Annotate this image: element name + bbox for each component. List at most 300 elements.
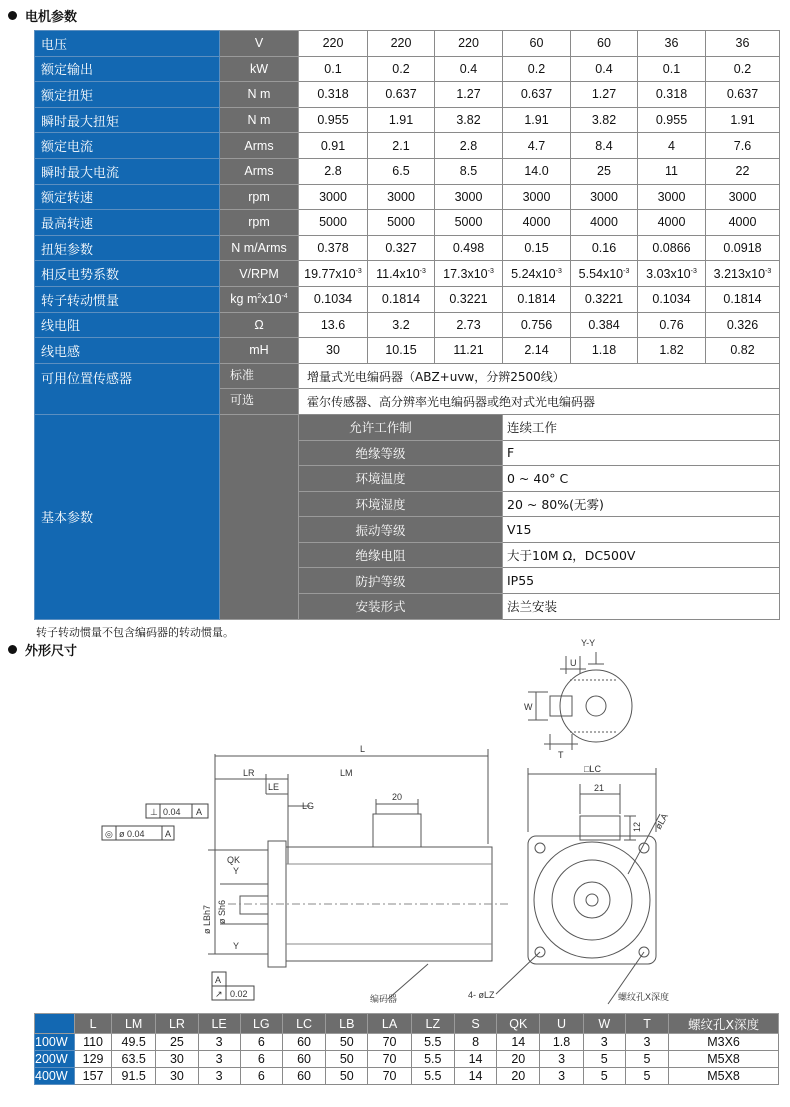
spec-value: 220 bbox=[458, 36, 479, 51]
dims-cell: 20 bbox=[497, 1051, 540, 1068]
spec-cell bbox=[638, 312, 706, 338]
bullet-icon bbox=[8, 645, 17, 654]
spec-cell bbox=[435, 184, 503, 210]
spec-value: 4.7 bbox=[527, 138, 546, 153]
drawing-conc-ref: A bbox=[165, 829, 172, 839]
drawing-perp-value: 0.04 bbox=[163, 807, 181, 817]
basic-value: 0 ~ 40° C bbox=[503, 466, 780, 492]
spec-cell bbox=[706, 286, 780, 312]
dims-cell: 5 bbox=[583, 1068, 625, 1085]
dims-header: LC bbox=[282, 1014, 325, 1034]
spec-value: 0.0918 bbox=[723, 241, 762, 256]
dims-cell: 5.5 bbox=[411, 1034, 454, 1051]
spec-value: 0.498 bbox=[452, 241, 485, 256]
spec-row-unit bbox=[220, 184, 299, 210]
dims-cell: 6 bbox=[240, 1051, 282, 1068]
spec-cell bbox=[571, 235, 638, 261]
spec-row bbox=[35, 82, 780, 108]
spec-value: 0.2 bbox=[527, 61, 546, 76]
dims-cell: 8 bbox=[454, 1034, 496, 1051]
spec-cell bbox=[571, 82, 638, 108]
spec-row bbox=[35, 286, 780, 312]
spec-value: 2.73 bbox=[456, 317, 481, 332]
spec-cell bbox=[299, 133, 368, 159]
dims-header: LB bbox=[326, 1014, 368, 1034]
spec-value: 4 bbox=[668, 138, 675, 153]
spec-value: 3000 bbox=[590, 189, 618, 204]
spec-cell bbox=[706, 56, 780, 82]
dims-cell: 3 bbox=[583, 1034, 625, 1051]
dims-cell: 3 bbox=[198, 1068, 240, 1085]
unit-text: rpm bbox=[248, 215, 270, 230]
dims-cell: 157 bbox=[75, 1068, 112, 1085]
spec-value: 4000 bbox=[522, 215, 551, 230]
spec-exponent: -3 bbox=[765, 267, 772, 275]
spec-value: 0.1034 bbox=[313, 292, 353, 307]
spec-cell bbox=[638, 56, 706, 82]
spec-value: 0.3221 bbox=[449, 292, 488, 307]
spec-cell bbox=[299, 31, 368, 57]
spec-value: 5.54x10 bbox=[578, 266, 624, 281]
dims-cell: 5.5 bbox=[411, 1051, 454, 1068]
drawing-label-lg: LG bbox=[302, 801, 315, 811]
spec-cell bbox=[299, 82, 368, 108]
spec-cell bbox=[571, 286, 638, 312]
spec-cell bbox=[368, 312, 435, 338]
spec-cell bbox=[368, 286, 435, 312]
spec-value: 3.82 bbox=[591, 113, 617, 128]
spec-exponent: -3 bbox=[419, 267, 426, 275]
unit-text: N m/Arms bbox=[231, 241, 287, 256]
spec-cell bbox=[503, 286, 571, 312]
spec-cell bbox=[638, 235, 706, 261]
spec-value: 0.327 bbox=[385, 241, 417, 256]
spec-cell bbox=[571, 158, 638, 184]
drawing-perp-ref: A bbox=[196, 807, 203, 817]
spec-cell bbox=[368, 338, 435, 364]
spec-value: 0.637 bbox=[385, 87, 417, 102]
spec-value: 2.14 bbox=[524, 343, 549, 358]
dims-cell: 5 bbox=[583, 1051, 625, 1068]
spec-cell bbox=[368, 31, 435, 57]
spec-value: 5.24x10 bbox=[511, 266, 556, 281]
runout-icon: ↗ bbox=[215, 989, 223, 999]
dims-model: 100W bbox=[35, 1034, 75, 1051]
section-motor-params bbox=[8, 6, 77, 25]
spec-cell bbox=[299, 338, 368, 364]
spec-cell bbox=[299, 286, 368, 312]
spec-value: 0.2 bbox=[392, 61, 410, 76]
spec-value: 0.1034 bbox=[652, 292, 691, 307]
spec-value: 8.4 bbox=[595, 138, 613, 153]
spec-cell bbox=[503, 210, 571, 236]
spec-row-unit bbox=[220, 261, 299, 287]
basic-key: 环境湿度 bbox=[299, 491, 503, 517]
spec-value: 36 bbox=[735, 36, 750, 51]
spec-value: 2.8 bbox=[459, 138, 478, 153]
section-title: 电机参数 bbox=[25, 10, 78, 25]
basic-key: 绝缘等级 bbox=[299, 440, 503, 466]
spec-cell bbox=[435, 56, 503, 82]
spec-row-label: 转子转动惯量 bbox=[35, 286, 220, 312]
dims-row bbox=[35, 1068, 779, 1085]
spec-value: 4000 bbox=[657, 215, 686, 230]
spec-value: 0.326 bbox=[726, 317, 759, 332]
spec-cell bbox=[435, 338, 503, 364]
dims-header: LZ bbox=[411, 1014, 454, 1034]
spec-cell bbox=[706, 133, 780, 159]
drawing-label-12: 12 bbox=[632, 821, 642, 832]
spec-cell bbox=[503, 338, 571, 364]
spec-row-unit bbox=[220, 133, 299, 159]
spec-value: 0.2 bbox=[733, 61, 752, 76]
spec-value: 220 bbox=[390, 36, 412, 51]
basic-value: 大于10M Ω，DC500V bbox=[503, 542, 780, 568]
spec-cell bbox=[638, 261, 706, 287]
sensor-opt-key: 可选 bbox=[220, 389, 299, 415]
dims-header: LE bbox=[198, 1014, 240, 1034]
basic-key: 振动等级 bbox=[299, 517, 503, 543]
dims-cell: 60 bbox=[282, 1034, 325, 1051]
dims-cell: 60 bbox=[282, 1068, 325, 1085]
drawing-label-t: T bbox=[558, 750, 564, 760]
dims-header: LA bbox=[368, 1014, 411, 1034]
spec-cell bbox=[435, 261, 503, 287]
drawing-label-lr: LR bbox=[243, 768, 255, 778]
spec-value: 3000 bbox=[728, 189, 757, 204]
spec-row bbox=[35, 158, 780, 184]
drawing-label-y2: Y bbox=[233, 941, 240, 951]
dims-cell: 70 bbox=[368, 1034, 411, 1051]
spec-cell bbox=[706, 31, 780, 57]
spec-row-label: 扭矩参数 bbox=[35, 235, 220, 261]
spec-cell bbox=[368, 133, 435, 159]
spec-cell bbox=[368, 184, 435, 210]
dims-header: U bbox=[540, 1014, 583, 1034]
spec-value: 3000 bbox=[387, 189, 415, 204]
spec-value: 25 bbox=[597, 164, 611, 179]
dims-header: LG bbox=[240, 1014, 282, 1034]
drawing-label-lz: 4- øLZ bbox=[468, 990, 495, 1000]
dims-cell: 3 bbox=[198, 1051, 240, 1068]
spec-cell bbox=[435, 158, 503, 184]
spec-row-unit bbox=[220, 312, 299, 338]
dims-header: LM bbox=[112, 1014, 156, 1034]
drawing-screw: 螺纹孔X深度 bbox=[618, 992, 670, 1002]
dims-cell: 5 bbox=[625, 1068, 668, 1085]
drawing-conc-value: ø 0.04 bbox=[119, 829, 145, 839]
spec-row-label: 额定扭矩 bbox=[35, 82, 220, 108]
spec-value: 0.637 bbox=[520, 87, 553, 102]
spec-value: 3000 bbox=[454, 189, 483, 204]
basic-label: 基本参数 bbox=[35, 414, 220, 619]
spec-value: 3.03x10 bbox=[646, 266, 691, 281]
dims-header: 螺纹孔X深度 bbox=[669, 1014, 779, 1034]
bullet-icon bbox=[8, 11, 17, 20]
spec-cell bbox=[299, 210, 368, 236]
sensor-std-key: 标准 bbox=[220, 363, 299, 389]
drawing-label-l: L bbox=[360, 744, 366, 754]
spec-cell bbox=[299, 261, 368, 287]
dims-cell: 60 bbox=[282, 1051, 325, 1068]
spec-cell bbox=[368, 235, 435, 261]
spec-row-label: 额定输出 bbox=[35, 56, 220, 82]
spec-row bbox=[35, 312, 780, 338]
shaft-section-circle bbox=[560, 670, 632, 742]
section-dimensions bbox=[8, 640, 77, 659]
dims-header: T bbox=[625, 1014, 668, 1034]
drawing-label-21: 21 bbox=[594, 783, 605, 793]
spec-cell bbox=[638, 31, 706, 57]
basic-spacer bbox=[220, 414, 299, 619]
dims-cell: 3 bbox=[540, 1051, 583, 1068]
unit-text: kg m bbox=[230, 292, 258, 307]
dims-cell: 6 bbox=[240, 1068, 282, 1085]
unit-text: Arms bbox=[244, 138, 274, 153]
spec-cell bbox=[571, 312, 638, 338]
spec-row-unit bbox=[220, 158, 299, 184]
spec-row bbox=[35, 210, 780, 236]
spec-value: 6.5 bbox=[392, 164, 410, 179]
spec-cell bbox=[638, 158, 706, 184]
drawing-encoder: 编码器 bbox=[370, 994, 398, 1004]
spec-row-unit bbox=[220, 31, 299, 57]
spec-row-unit bbox=[220, 56, 299, 82]
spec-row-label: 额定转速 bbox=[35, 184, 220, 210]
spec-cell bbox=[706, 261, 780, 287]
spec-row-label: 瞬时最大电流 bbox=[35, 158, 220, 184]
motor-params-table bbox=[34, 30, 780, 620]
spec-cell bbox=[299, 184, 368, 210]
spec-value: 0.76 bbox=[659, 317, 684, 332]
dims-header: S bbox=[454, 1014, 496, 1034]
unit-text: N m bbox=[247, 87, 271, 102]
spec-value: 1.91 bbox=[388, 113, 414, 128]
basic-key: 允许工作制 bbox=[299, 414, 503, 440]
drawing-label-le: LE bbox=[268, 782, 280, 792]
spec-cell bbox=[706, 107, 780, 133]
dims-model: 400W bbox=[35, 1068, 75, 1085]
spec-cell bbox=[435, 235, 503, 261]
dims-cell: 70 bbox=[368, 1051, 411, 1068]
drawing-label-y1: Y bbox=[233, 866, 240, 876]
spec-value: 2.1 bbox=[392, 138, 410, 153]
drawing-label-w: W bbox=[524, 702, 533, 712]
dims-header: W bbox=[583, 1014, 625, 1034]
dims-cell: M5X8 bbox=[669, 1068, 779, 1085]
spec-value: 0.955 bbox=[655, 113, 688, 128]
dims-cell: M5X8 bbox=[669, 1051, 779, 1068]
spec-value: 3.82 bbox=[456, 113, 481, 128]
spec-value: 4000 bbox=[590, 215, 618, 230]
sensor-row bbox=[35, 363, 780, 389]
drawing-label-lc: □LC bbox=[584, 764, 601, 774]
spec-row-unit bbox=[220, 107, 299, 133]
dims-cell: 3 bbox=[625, 1034, 668, 1051]
spec-cell bbox=[706, 158, 780, 184]
spec-cell bbox=[503, 133, 571, 159]
unit-sup: -4 bbox=[281, 293, 288, 301]
spec-value: 60 bbox=[597, 36, 611, 51]
spec-cell bbox=[638, 338, 706, 364]
spec-value: 3.213x10 bbox=[713, 266, 766, 281]
unit-mid: x10 bbox=[261, 292, 282, 307]
spec-cell bbox=[706, 184, 780, 210]
sensor-opt-value: 霍尔传感器、高分辨率光电编码器或绝对式光电编码器 bbox=[299, 389, 780, 415]
spec-cell bbox=[503, 312, 571, 338]
basic-key: 防护等级 bbox=[299, 568, 503, 594]
dims-model: 200W bbox=[35, 1051, 75, 1068]
basic-value: IP55 bbox=[503, 568, 780, 594]
dimensions-table bbox=[34, 1013, 779, 1085]
spec-cell bbox=[503, 56, 571, 82]
dims-cell: 63.5 bbox=[112, 1051, 156, 1068]
dims-header: QK bbox=[497, 1014, 540, 1034]
spec-value: 3000 bbox=[522, 189, 551, 204]
dims-cell: 129 bbox=[75, 1051, 112, 1068]
spec-cell bbox=[503, 82, 571, 108]
shaft-core-circle bbox=[586, 696, 606, 716]
spec-cell bbox=[706, 338, 780, 364]
spec-cell bbox=[435, 312, 503, 338]
drawing-label-20: 20 bbox=[392, 792, 403, 802]
spec-value: 0.82 bbox=[730, 343, 755, 358]
spec-row-unit bbox=[220, 338, 299, 364]
drawing-label-u: U bbox=[570, 658, 577, 668]
dims-cell: 3 bbox=[198, 1034, 240, 1051]
spec-value: 0.318 bbox=[655, 87, 688, 102]
spec-cell bbox=[368, 158, 435, 184]
spec-cell bbox=[571, 107, 638, 133]
spec-row-unit bbox=[220, 82, 299, 108]
spec-cell bbox=[299, 107, 368, 133]
spec-exponent: -3 bbox=[555, 267, 562, 275]
spec-cell bbox=[571, 210, 638, 236]
spec-value: 1.27 bbox=[591, 87, 617, 102]
spec-cell bbox=[503, 107, 571, 133]
spec-row-label: 线电阻 bbox=[35, 312, 220, 338]
spec-value: 3000 bbox=[319, 189, 347, 204]
spec-value: 4000 bbox=[728, 215, 757, 230]
spec-row-label: 线电感 bbox=[35, 338, 220, 364]
spec-value: 0.16 bbox=[591, 241, 617, 256]
unit-text: V/RPM bbox=[239, 266, 279, 281]
basic-value: F bbox=[503, 440, 780, 466]
spec-row bbox=[35, 184, 780, 210]
spec-cell bbox=[368, 56, 435, 82]
dims-cell: 50 bbox=[326, 1068, 368, 1085]
unit-sup: 2 bbox=[257, 293, 262, 301]
drawing-label-lb: ø LBh7 bbox=[202, 904, 212, 934]
spec-cell bbox=[435, 107, 503, 133]
spec-value: 13.6 bbox=[320, 317, 346, 332]
spec-cell bbox=[503, 158, 571, 184]
perpendicular-icon: ⊥ bbox=[150, 807, 158, 817]
dims-row bbox=[35, 1051, 779, 1068]
spec-cell bbox=[706, 235, 780, 261]
spec-value: 14.0 bbox=[524, 164, 549, 179]
spec-value: 0.0866 bbox=[652, 241, 691, 256]
spec-row bbox=[35, 56, 780, 82]
spec-value: 1.82 bbox=[659, 343, 684, 358]
connector-rect bbox=[373, 814, 421, 847]
dims-cell: 25 bbox=[156, 1034, 198, 1051]
basic-key: 环境温度 bbox=[299, 466, 503, 492]
spec-row bbox=[35, 107, 780, 133]
spec-value: 1.27 bbox=[456, 87, 481, 102]
spec-row-unit bbox=[220, 286, 299, 312]
spec-value: 1.91 bbox=[524, 113, 549, 128]
section-title: 外形尺寸 bbox=[25, 644, 78, 659]
spec-value: 0.3221 bbox=[584, 292, 624, 307]
dims-cell: 70 bbox=[368, 1068, 411, 1085]
spec-value: 11 bbox=[665, 164, 678, 179]
spec-value: 0.15 bbox=[524, 241, 549, 256]
spec-value: 11.4x10 bbox=[376, 266, 420, 281]
unit-text: mH bbox=[249, 343, 269, 358]
unit-text: rpm bbox=[248, 189, 270, 204]
spec-value: 8.5 bbox=[459, 164, 478, 179]
dims-cell: 91.5 bbox=[112, 1068, 156, 1085]
dims-cell: 50 bbox=[326, 1034, 368, 1051]
dims-cell: 5.5 bbox=[411, 1068, 454, 1085]
spec-value: 5000 bbox=[319, 215, 347, 230]
spec-cell bbox=[571, 338, 638, 364]
spec-row bbox=[35, 261, 780, 287]
spec-exponent: -3 bbox=[355, 267, 362, 275]
spec-cell bbox=[638, 133, 706, 159]
spec-cell bbox=[368, 261, 435, 287]
spec-value: 19.77x10 bbox=[304, 266, 356, 281]
spec-cell bbox=[571, 31, 638, 57]
spec-cell bbox=[435, 210, 503, 236]
dims-header: LR bbox=[156, 1014, 198, 1034]
unit-text: kW bbox=[249, 61, 269, 76]
dims-cell: 50 bbox=[326, 1051, 368, 1068]
dimension-drawing bbox=[88, 634, 708, 1012]
dims-cell: 110 bbox=[75, 1034, 112, 1051]
spec-row-label: 最高转速 bbox=[35, 210, 220, 236]
spec-value: 5000 bbox=[387, 215, 415, 230]
spec-cell bbox=[368, 82, 435, 108]
drawing-label-s: ø Sh6 bbox=[217, 899, 227, 924]
drawing-label-yy: Y-Y bbox=[581, 638, 596, 648]
spec-row-label: 瞬时最大扭矩 bbox=[35, 107, 220, 133]
spec-cell bbox=[503, 184, 571, 210]
concentricity-icon: ◎ bbox=[105, 829, 113, 839]
spec-value: 0.1814 bbox=[381, 292, 421, 307]
dims-cell: 5 bbox=[625, 1051, 668, 1068]
basic-row bbox=[35, 414, 780, 440]
spec-value: 0.637 bbox=[726, 87, 759, 102]
spec-value: 7.6 bbox=[733, 138, 752, 153]
spec-cell bbox=[638, 286, 706, 312]
spec-cell bbox=[435, 286, 503, 312]
unit-text: Arms bbox=[244, 164, 274, 179]
spec-cell bbox=[638, 82, 706, 108]
spec-cell bbox=[299, 235, 368, 261]
dims-cell: 1.8 bbox=[540, 1034, 583, 1051]
dims-cell: 14 bbox=[454, 1051, 496, 1068]
spec-value: 220 bbox=[322, 36, 344, 51]
spec-cell bbox=[503, 261, 571, 287]
spec-row bbox=[35, 133, 780, 159]
spec-row bbox=[35, 338, 780, 364]
dims-cell: 30 bbox=[156, 1051, 198, 1068]
dims-header: L bbox=[75, 1014, 112, 1034]
spec-value: 0.1814 bbox=[517, 292, 556, 307]
unit-text: V bbox=[254, 36, 264, 51]
